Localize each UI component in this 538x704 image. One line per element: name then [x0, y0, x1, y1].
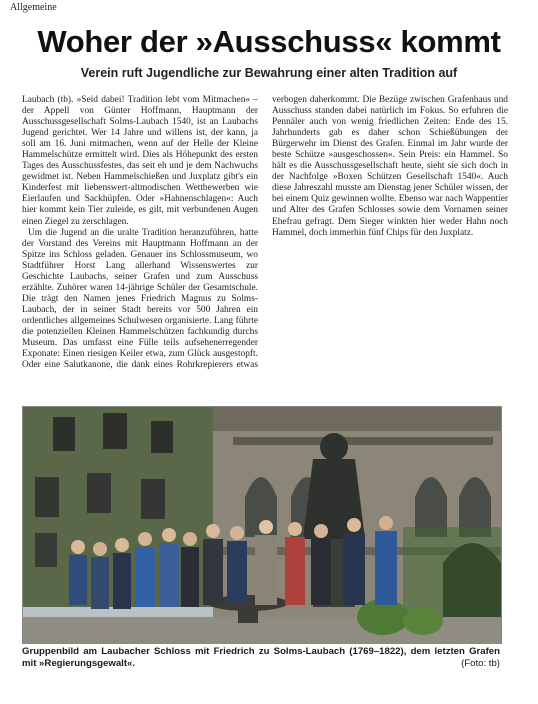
article-subheadline: Verein ruft Jugendliche zur Bewahrung einer alten Tradition auf — [80, 66, 458, 80]
photo-credit: (Foto: tb) — [461, 657, 500, 669]
article-paragraph-1: Laubach (tb). »Seid dabei! Tradition lebt vom Mitmachen« – der Appell von Günter Hoffmann, Hauptmann der Ausschussgesellschaft Solms-Laubach 1540, ist an Laubachs Jugend gerichtet. Wer 14 Jahre und willens ist, der kann, ja soll am 16. Juni mitmachen, wenn auf der Helle der Kleine Hammelschütze ermittelt wird. Dies als Höhepunkt des ersten Tages des Ausschussfestes, das seit eh und je dem Nachwuchs gewidmet ist. Neben Hammelschießen und Juxplatz gibt's ein Kinderfest mit liebenswert-altmodischen Wettbewerben wie Eierlaufen und Sackhüpfen. Oder »Hahnenschlagen«: Auch hier kommt kein Tier zuleide, es gilt, mit verbundenen Augen einen Ziegel zu zerschlagen. — [22, 95, 258, 227]
group-photo — [22, 406, 502, 644]
article-paragraph-2: Um die Jugend an die uralte Tradition heranzuführen, hatte der Vorstand des Vereins mit Hauptmann Hoffmann an der Spitze ins Schloss geladen. Genauer ins Schlossmuseum, wo Stadtführer Horst Lang allerhand Wissenswertes zur Geschichte Laubachs, seiner Grafen und zum Ausschuss erzählte. Zuhörer waren 14-jährige Schüler der Gesamtschule. Die trägt den Namen jenes Friedrich Magnus zu Solms-Laubach, der in seiner Stadt bereits vor 500 Jahren ein ordentliches allgemeines Schulwesen organisierte. Lang führte die potenziellen Kleinen Hammelschützen fachkundig durchs Museum. Das umfasst eine Fülle teils aufsehenerregender Exponate: Einen riesigen Keiler etwa, zum Glück ausgestopft. Oder eine Salutkanone, die dank eines Rohrkrepierers etwas verbogen daherkommt. Die Bezüge zwischen Grafenhaus und Ausschuss standen dabei natürlich im Fokus. So erfuhren die Pennäler auch von wenig friedlichen Zeiten: Ende des 15. Jahrhunderts gab es daher schon Schießübungen der Bürgerwehr im Dienst des Grafen. Einmal im Jahr wurde der beste Schütze »ausgeschossen«. Sein Preis: ein Hammel. So hält es die Ausschussgesellschaft heute, sieht sie sich doch in der Nachfolge »Boxen Schützen Gesellschaft 1540«. Auch diese Jahreszahl musste am Dienstag jener Schüler wissen, der bei einem Quiz gewinnen wollte. Ebenso war nach Wappentier und Alter des Grafen Schlosses sowie dem Vornamen seiner Ehefrau gefragt. Dem Sieger winkten hier weder Hahn noch Hammel, doch immerhin fünf Chips für den Juxplatz. — [22, 95, 508, 371]
section-label: Allgemeine — [10, 2, 57, 13]
article-headline: Woher der »Ausschuss« kommt — [37, 24, 501, 59]
article-body — [22, 95, 508, 377]
photo-caption — [22, 646, 500, 669]
caption-text: Gruppenbild am Laubacher Schloss mit Friedrich zu Solms-Laubach (1769–1822), dem letzten Grafen mit »Regierungsgewalt«. — [22, 646, 500, 669]
